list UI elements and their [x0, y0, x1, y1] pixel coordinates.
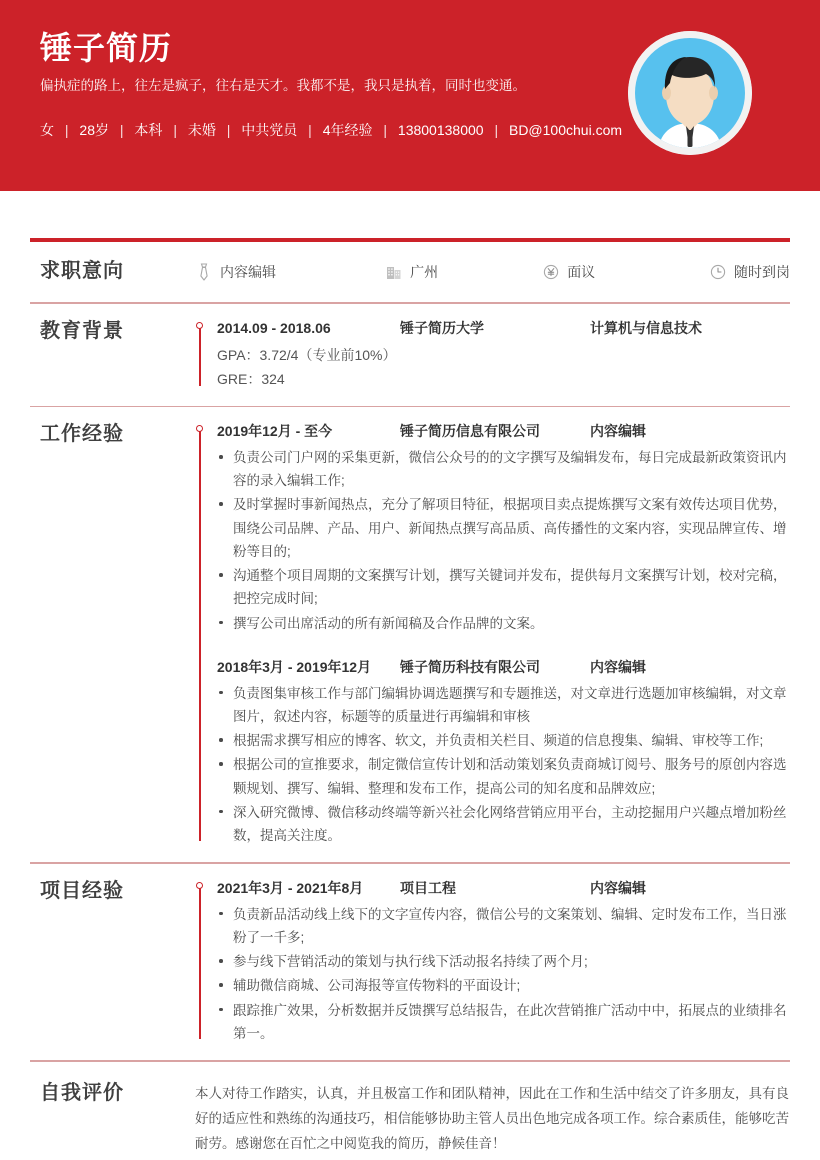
contact-education: 本科 [134, 122, 163, 138]
header-text-block [40, 30, 600, 96]
header-tagline: 偏执症的路上，往左是疯子，往右是天才。我都不是，我只是执着，同时也变通。 [40, 77, 526, 93]
contact-separator: | [64, 122, 69, 138]
intent-availability [709, 262, 790, 282]
contact-political-status: 中共党员 [241, 122, 298, 138]
list-item: 深入研究微博、微信移动终端等新兴社会化网络营销应用平台，主动挖掘用户兴趣点增加粉丝数，提高关注度。 [217, 801, 790, 847]
list-item: 负责公司门户网的采集更新，微信公众号的的文字撰写及编辑发布，每日完成最新政策资讯内容的录入编辑工作; [217, 446, 790, 492]
project-duty-list [217, 903, 790, 1045]
education-entry-header [217, 318, 790, 339]
timeline-line [199, 886, 201, 1039]
education-gre: GRE：324 [217, 371, 285, 387]
resume-header [0, 0, 820, 190]
work-role: 内容编辑 [590, 658, 646, 675]
list-item: 沟通整个项目周期的文案撰写计划，撰写关键词并发布，提供每月文案撰写计划，校对完稿，把控完成时间; [217, 564, 790, 610]
project-date: 2021年3月 - 2021年8月 [217, 879, 364, 896]
section-self-evaluation [0, 1062, 820, 1160]
self-evaluation-text: 本人对待工作踏实，认真，并且极富工作和团队精神，因此在工作和生活中结交了许多朋友，具有良好的适应性和熟练的沟通技巧，相信能够协助主管人员出色地完成各项工作。综合素质佳，能够吃苦耐劳。感谢您在百忙之中阅览我的简历，静候佳音！ [195, 1085, 789, 1151]
work-role: 内容编辑 [590, 423, 646, 439]
education-school: 锤子简历大学 [400, 319, 484, 336]
list-item: 根据需求撰写相应的博客、软文，并负责相关栏目、频道的信息搜集、编辑、审校等工作; [217, 729, 790, 752]
work-experience-body [195, 421, 790, 848]
intent-position-label: 内容编辑 [220, 264, 276, 280]
resume-body [0, 238, 820, 1160]
job-intention-body [195, 258, 790, 284]
section-project-experience [0, 864, 820, 1060]
tie-icon [195, 263, 213, 281]
work-company: 锤子简历科技有限公司 [400, 658, 540, 675]
section-title-self-evaluation: 自我评价 [40, 1081, 124, 1104]
self-evaluation-body [195, 1080, 790, 1157]
section-title-project-experience: 项目经验 [40, 879, 124, 902]
list-item: 跟踪推广效果，分析数据并反馈撰写总结报告，在此次营销推广活动中中，拓展点的业绩排名第一。 [217, 999, 790, 1045]
timeline-line [199, 429, 201, 841]
timeline-line [199, 326, 201, 386]
avatar [628, 31, 752, 155]
intent-availability-label: 随时到岗 [734, 264, 790, 280]
yen-circle-icon [542, 263, 560, 281]
project-experience-body [195, 878, 790, 1046]
work-duty-list [217, 682, 790, 848]
contact-info-line [40, 120, 622, 140]
work-entry-header [217, 421, 790, 442]
section-job-intention [0, 242, 820, 302]
work-date: 2018年3月 - 2019年12月 [217, 658, 372, 675]
timeline-dot [196, 322, 203, 329]
section-title-job-intention: 求职意向 [40, 260, 124, 282]
zigzag-divider [0, 178, 820, 191]
page-title: 锤子简历 [40, 30, 173, 66]
education-details [217, 341, 790, 392]
project-timeline [195, 878, 790, 1045]
contact-age: 28岁 [79, 122, 109, 138]
list-item: 参与线下营销活动的策划与执行线下活动报名持续了两个月; [217, 950, 790, 973]
work-duty-list [217, 446, 790, 635]
work-company: 锤子简历信息有限公司 [400, 423, 540, 439]
list-item: 负责图集审核工作与部门编辑协调选题撰写和专题推送，对文章进行选题加审核编辑，对文章图片，叙述内容，标题等的质量进行再编辑和审核 [217, 682, 790, 728]
contact-separator: | [494, 122, 499, 138]
section-title-work-experience: 工作经验 [40, 423, 124, 445]
section-work-experience [0, 407, 820, 862]
intent-city-label: 广州 [410, 264, 439, 280]
list-item: 辅助微信商城、公司海报等宣传物料的平面设计; [217, 974, 790, 997]
contact-separator: | [308, 122, 312, 138]
work-timeline [195, 421, 790, 847]
education-date: 2014.09 - 2018.06 [217, 319, 331, 336]
project-role: 内容编辑 [590, 879, 646, 896]
job-intention-row [195, 258, 790, 282]
project-entry-header [217, 878, 790, 899]
timeline-dot [196, 882, 203, 889]
education-body [195, 318, 790, 392]
contact-separator: | [226, 122, 231, 138]
contact-separator: | [383, 122, 388, 138]
section-title-education: 教育背景 [40, 319, 124, 342]
contact-gender: 女 [40, 122, 54, 138]
list-item: 根据公司的宣推要求，制定微信宣传计划和活动策划案负责商城订阅号、服务号的原创内容选颗规划、撰写、编辑、整理和发布工作，提高公司的知名度和品牌效应; [217, 753, 790, 799]
work-entry [217, 657, 790, 848]
contact-separator: | [119, 122, 124, 138]
list-item: 及时掌握时事新闻热点，充分了解项目特征，根据项目卖点提炼撰写文案有效传达项目优势，围绕公司品牌、产品、用户、新闻热点撰写高品质、高传播性的文案内容，实现品牌宣传、增粉等目的; [217, 493, 790, 563]
intent-city [385, 262, 542, 282]
project-name: 项目工程 [400, 879, 456, 896]
timeline-dot [196, 425, 203, 432]
work-entry [217, 421, 790, 635]
contact-experience: 4年经验 [322, 122, 373, 138]
intent-salary [542, 262, 709, 282]
work-entry-header [217, 657, 790, 678]
list-item: 撰写公司出席活动的所有新闻稿及合作品牌的文案。 [217, 612, 790, 635]
contact-phone: 13800138000 [397, 122, 484, 138]
section-education [0, 304, 820, 406]
intent-position [195, 262, 385, 282]
education-entry [217, 318, 790, 392]
work-date: 2019年12月 - 至今 [217, 423, 333, 439]
list-item: 负责新品活动线上线下的文字宣传内容，微信公号的文案策划、编辑、定时发布工作，当日涨粉了一千多; [217, 903, 790, 949]
contact-separator: | [173, 122, 177, 138]
clock-icon [709, 263, 727, 281]
education-gpa: GPA：3.72/4（专业前10%） [217, 346, 397, 363]
building-icon [385, 263, 403, 281]
project-entry [217, 878, 790, 1045]
intent-salary-label: 面议 [567, 264, 596, 280]
education-timeline [195, 318, 790, 392]
contact-marital-status: 未婚 [187, 122, 216, 138]
contact-email: BD@100chui.com [508, 122, 623, 138]
education-major: 计算机与信息技术 [590, 319, 702, 336]
